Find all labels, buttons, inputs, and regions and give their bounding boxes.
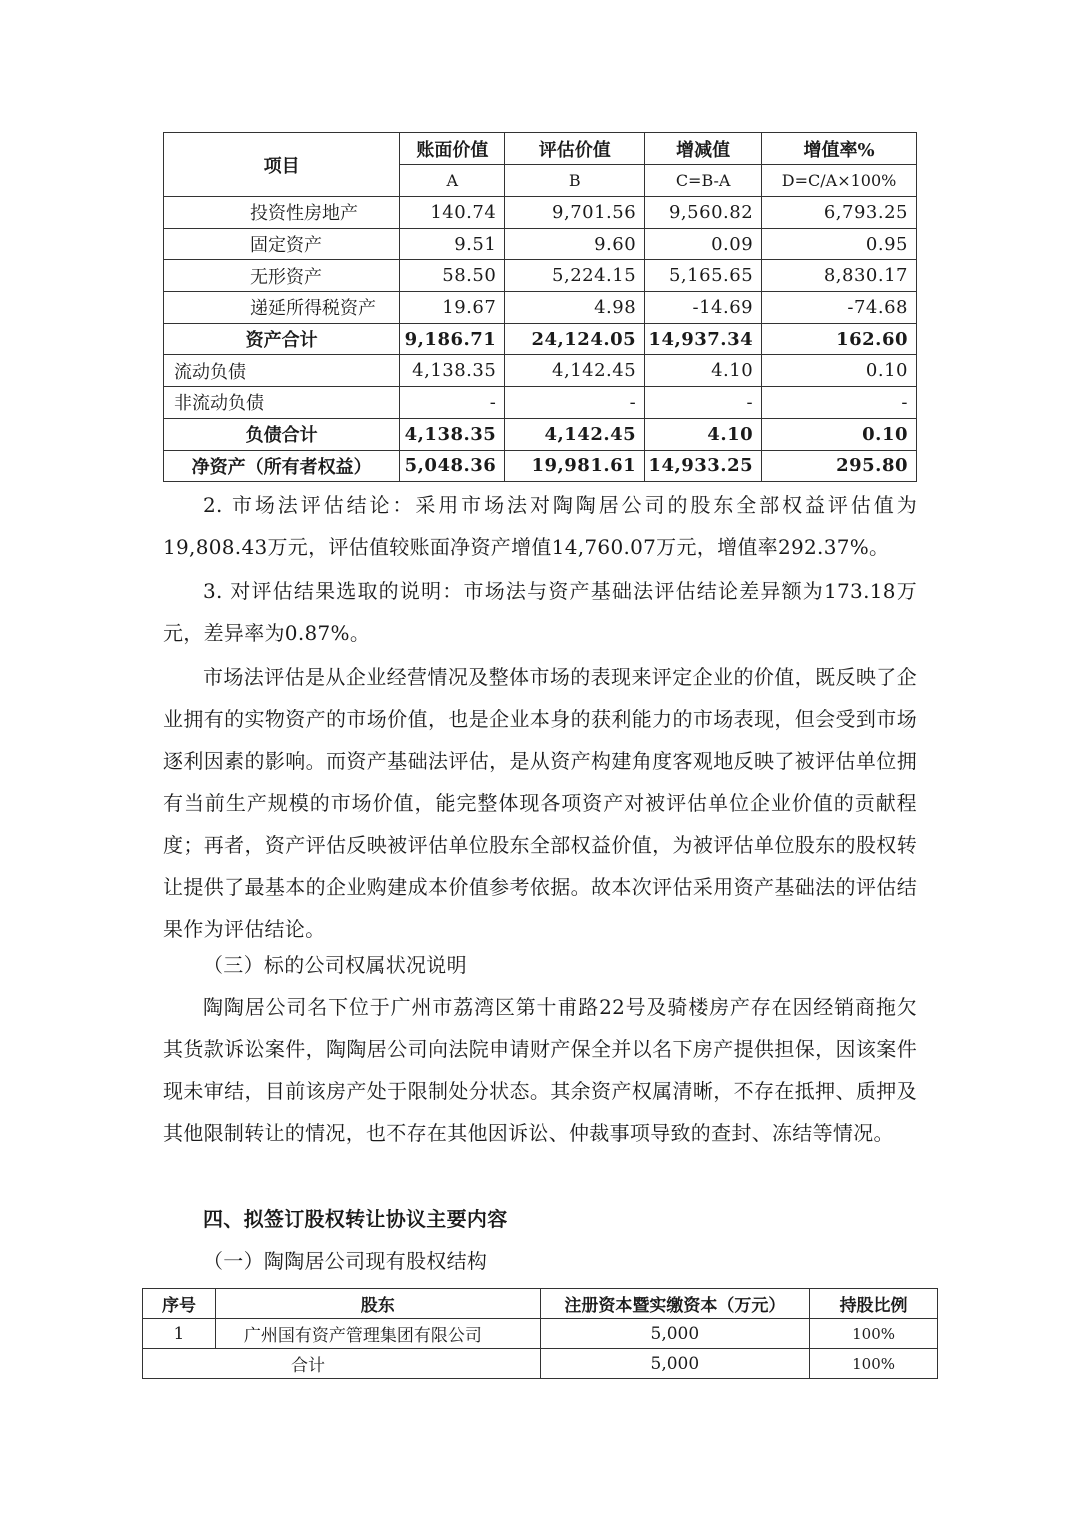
appraised-value-cell: 5,224.15 [505,260,645,292]
ratio-cell: 100% [810,1319,938,1349]
ownership-paragraph: 陶陶居公司名下位于广州市荔湾区第十甫路22号及骑楼房产存在因经销商拖欠其货款诉讼案件，陶陶居公司向法院申请财产保全并以名下房产提供担保，因该案件现未审结，目前该房产处于限制处分状态。其余资产权属清晰，不存在抵押、质押及其他限制转让的情况，也不存在其他因诉讼、仲裁事项导致的查封、冻结等情况。 [163,995,917,1145]
row-label: 净资产（所有者权益） [164,450,400,482]
change-cell: -14.69 [645,292,762,324]
section-heading-agreement: 四、拟签订股权转让协议主要内容 [203,1207,508,1231]
table-row [164,387,917,419]
change-cell: - [645,387,762,419]
rate-cell: 0.10 [762,418,917,450]
row-label: 递延所得税资产 [164,292,400,324]
change-cell: 5,165.65 [645,260,762,292]
book-value-cell: 140.74 [400,197,505,229]
change-cell: 14,933.25 [645,450,762,482]
row-label: 负债合计 [164,418,400,450]
change-cell: 0.09 [645,228,762,260]
asset-valuation-table [163,132,917,482]
appraised-value-cell: 9,701.56 [505,197,645,229]
appraised-value-cell: 19,981.61 [505,450,645,482]
header-rate-formula: D=C/A×100% [762,165,917,197]
row-label: 固定资产 [164,228,400,260]
shareholder-table [142,1288,938,1379]
book-value-cell: 58.50 [400,260,505,292]
rate-cell: 0.10 [762,355,917,387]
result-selection-note: 3. 对评估结果选取的说明：市场法与资产基础法评估结论差异额为173.18万元，差异率为0.87%。 [163,579,917,645]
row-label: 无形资产 [164,260,400,292]
book-value-cell: 4,138.35 [400,355,505,387]
section-heading-ownership: （三）标的公司权属状况说明 [203,953,467,977]
table-row [164,292,917,324]
book-value-cell: 9.51 [400,228,505,260]
table-row [164,355,917,387]
book-value-cell: 19.67 [400,292,505,324]
rate-cell: -74.68 [762,292,917,324]
table-row [164,197,917,229]
table-row [143,1319,938,1349]
method-comparison-paragraph: 市场法评估是从企业经营情况及整体市场的表现来评定企业的价值，既反映了企业拥有的实物资产的市场价值，也是企业本身的获利能力的市场表现，但会受到市场逐利因素的影响。而资产基础法评估，是从资产构建角度客观地反映了被评估单位拥有当前生产规模的市场价值，能完整体现各项资产对被评估单位企业价值的贡献程度；再者，资产评估反映被评估单位股东全部权益价值，为被评估单位股东的股权转让提供了最基本的企业购建成本价值参考依据。故本次评估采用资产基础法的评估结果作为评估结论。 [163,665,917,941]
header-change-formula: C=B-A [645,165,762,197]
header-seq: 序号 [143,1289,216,1319]
change-cell: 9,560.82 [645,197,762,229]
asset-table-header [164,133,917,197]
total-row [164,323,917,355]
total-ratio: 100% [810,1349,938,1379]
appraised-value-cell: 4,142.45 [505,418,645,450]
seq-cell: 1 [143,1319,216,1349]
row-label: 投资性房地产 [164,197,400,229]
book-value-cell: - [400,387,505,419]
total-row [164,450,917,482]
book-value-cell: 5,048.36 [400,450,505,482]
subsection-heading-equity: （一）陶陶居公司现有股权结构 [203,1249,488,1273]
change-cell: 4.10 [645,355,762,387]
table-row [164,228,917,260]
row-label: 流动负债 [164,355,400,387]
rate-cell: 8,830.17 [762,260,917,292]
total-row [164,418,917,450]
rate-cell: 162.60 [762,323,917,355]
header-appraised-code: B [505,165,645,197]
rate-cell: 6,793.25 [762,197,917,229]
header-capital: 注册资本暨实缴资本（万元） [540,1289,810,1319]
header-book-code: A [400,165,505,197]
holder-cell: 广州国有资产管理集团有限公司 [215,1319,540,1349]
rate-cell: 295.80 [762,450,917,482]
change-cell: 4.10 [645,418,762,450]
header-appraised-value: 评估价值 [505,133,645,165]
rate-cell: - [762,387,917,419]
header-holder: 股东 [215,1289,540,1319]
book-value-cell: 9,186.71 [400,323,505,355]
table-row [164,260,917,292]
header-book-value: 账面价值 [400,133,505,165]
market-method-conclusion: 2. 市场法评估结论：采用市场法对陶陶居公司的股东全部权益评估值为19,808.43万元，评估值较账面净资产增值14,760.07万元，增值率292.37%。 [163,493,917,559]
total-label: 合计 [143,1349,541,1379]
appraised-value-cell: 4.98 [505,292,645,324]
appraised-value-cell: 24,124.05 [505,323,645,355]
row-label: 资产合计 [164,323,400,355]
capital-cell: 5,000 [540,1319,810,1349]
row-label: 非流动负债 [164,387,400,419]
header-rate: 增值率% [762,133,917,165]
appraised-value-cell: - [505,387,645,419]
book-value-cell: 4,138.35 [400,418,505,450]
total-capital: 5,000 [540,1349,810,1379]
header-change: 增减值 [645,133,762,165]
header-item: 项目 [164,133,400,197]
shareholder-table-header [143,1289,938,1319]
header-ratio: 持股比例 [810,1289,938,1319]
rate-cell: 0.95 [762,228,917,260]
appraised-value-cell: 4,142.45 [505,355,645,387]
total-row [143,1349,938,1379]
appraised-value-cell: 9.60 [505,228,645,260]
change-cell: 14,937.34 [645,323,762,355]
